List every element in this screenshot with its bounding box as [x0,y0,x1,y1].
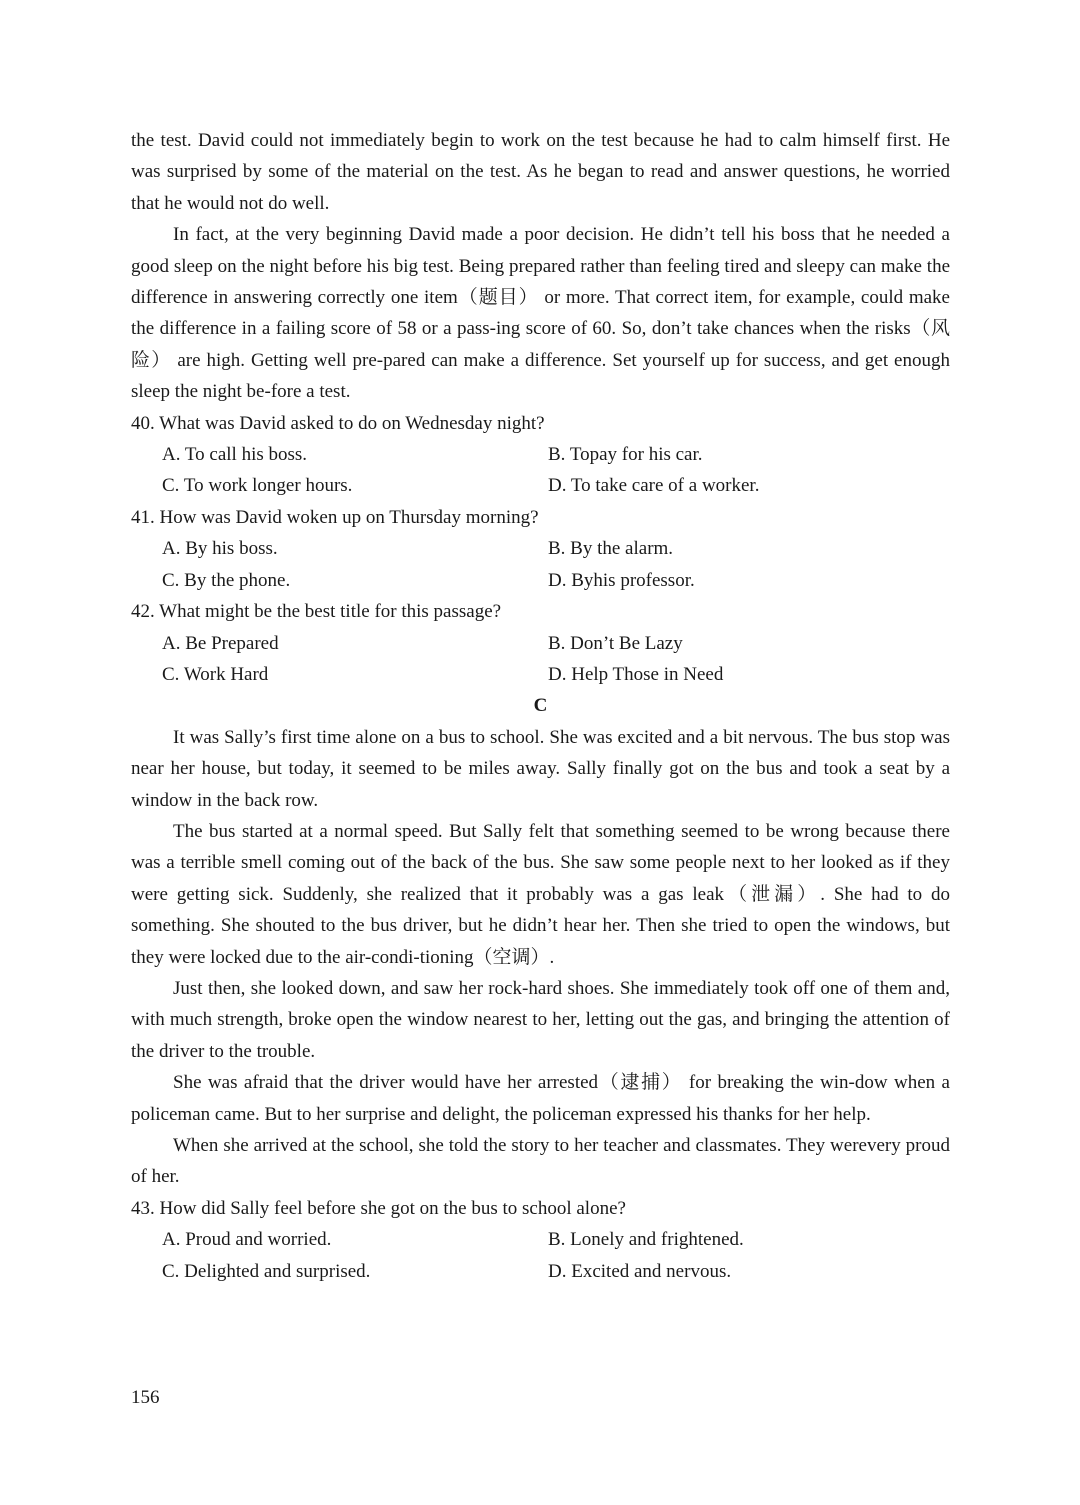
option-c: C. Delighted and surprised. [162,1260,371,1282]
option-b: B. By the alarm. [548,538,674,560]
option-a: A. By his boss. [162,538,278,560]
passage-c-paragraph-5: When she arrived at the school, she told the story to her teacher and classmates. They werevery proud of her. [131,1135,950,1188]
answer-options [131,628,950,691]
option-c: C. To work longer hours. [162,475,353,497]
option-d: D. Help Those in Need [548,663,724,685]
question-40 [131,408,950,502]
option-d: D. To take care of a worker. [548,475,760,497]
question-stem: 42. What might be the best title for this passage? [131,601,502,623]
section-heading: C [533,695,548,717]
passage-c-paragraph-1: It was Sally’s first time alone on a bus to school. She was excited and a bit nervous. The bus stop was near her house, but today, it seemed to be miles away. Sally finally got on the bus and took a seat by a window in the back row. [131,726,950,811]
answer-options [131,533,950,596]
passage-c-paragraph-2: The bus started at a normal speed. But Sally felt that something seemed to be wrong because there was a terrible smell coming out of the back of the bus. She saw some people next to her looked as if they were getting sick. Suddenly, she realized that it probably was a gas leak（泄漏）. She had to do something. She shouted to the bus driver, but he didn’t hear her. Then she tried to open the windows, but they were locked due to the air-condi-tioning（空调）. [131,820,950,968]
option-a: A. Be Prepared [162,632,279,654]
option-d: D. Excited and nervous. [548,1260,732,1282]
passage-b-paragraph-1: the test. David could not immediately begin to work on the test because he had to calm himself first. He was surprised by some of the material on the test. As he began to read and answer questions, he worried that he would not do well. [131,130,950,214]
option-c: C. By the phone. [162,569,291,591]
passage-b-paragraph-2: In fact, at the very beginning David made a poor decision. He didn’t tell his boss that he needed a good sleep on the night before his big test. Being prepared rather than feeling tired and sleepy can make the difference in answering correctly one item（题目） or more. That correct item, for example, could make the difference in a failing score of 58 or a pass-ing score of 60. So, don’t take chances when the risks（风险） are high. Getting well pre-pared can make a difference. Set yourself up for success, and get enough sleep the night be-fore a test. [131,224,950,403]
option-a: A. Proud and worried. [162,1229,332,1251]
passage-c-paragraph-3: Just then, she looked down, and saw her rock-hard shoes. She immediately took off one of them and, with much strength, broke open the window nearest to her, letting out the gas, and bringing the attention of the driver to the trouble. [131,977,950,1062]
question-43 [131,1193,950,1287]
page-number: 156 [131,1387,160,1408]
option-b: B. Don’t Be Lazy [548,632,683,654]
option-d: D. Byhis professor. [548,569,695,591]
passage-c-paragraph-4: She was afraid that the driver would have her arrested（逮捕） for breaking the win-dow when a policeman came. But to her surprise and delight, the policeman expressed his thanks for her help. [131,1072,950,1125]
question-42 [131,596,950,690]
answer-options [131,1224,950,1287]
answer-options [131,439,950,502]
question-41 [131,502,950,596]
question-stem: 40. What was David asked to do on Wednesday night? [131,412,545,434]
question-stem: 43. How did Sally feel before she got on the bus to school alone? [131,1197,626,1219]
option-c: C. Work Hard [162,663,269,685]
option-b: B. Topay for his car. [548,444,703,466]
option-b: B. Lonely and frightened. [548,1229,744,1251]
option-a: A. To call his boss. [162,444,308,466]
question-stem: 41. How was David woken up on Thursday morning? [131,506,539,528]
exam-page [131,125,950,1287]
